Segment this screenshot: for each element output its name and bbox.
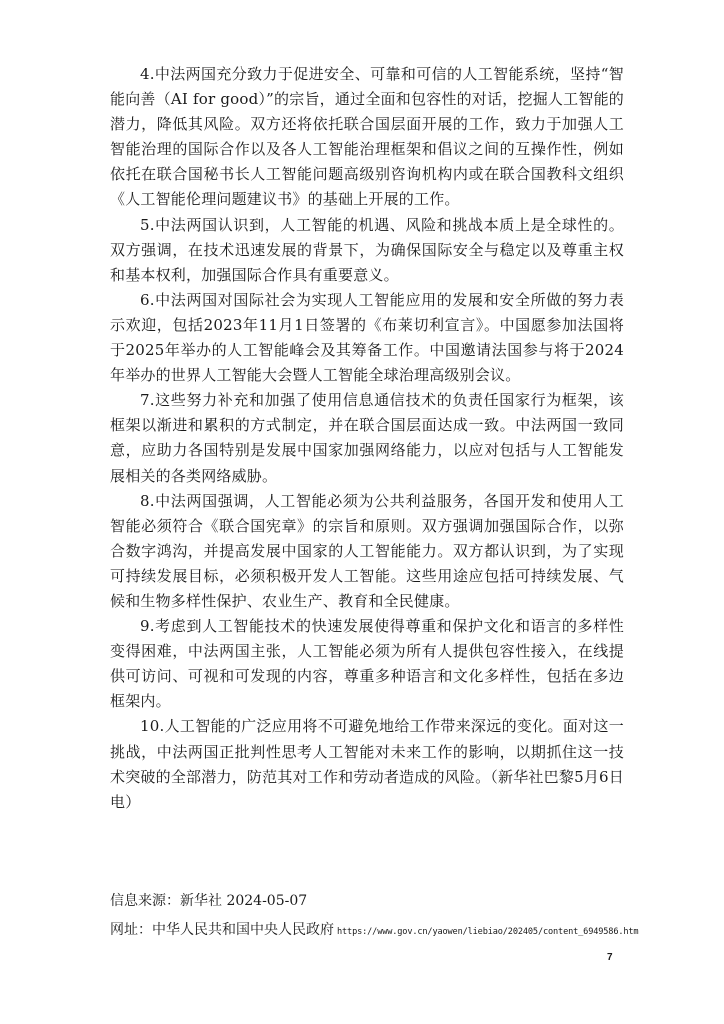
website-site-name: 中华人民共和国中央人民政府 [152,922,334,938]
page-number: 7 [607,952,613,963]
paragraph-8: 8.中法两国强调，人工智能必须为公共利益服务，各国开发和使用人工智能必须符合《联合国宪章》的宗旨和原则。双方强调加强国际合作，以弥合数字鸿沟，并提高发展中国家的人工智能能力。双方都认识到，为了实现可持续发展目标，必须积极开发人工智能。这些用途应包括可持续发展、气候和生物多样性保护、农业生产、教育和全民健康。 [110,491,624,610]
paragraph-10: 10.人工智能的广泛应用将不可避免地给工作带来深远的变化。面对这一挑战，中法两国正批判性思考人工智能对未来工作的影响，以期抓住这一技术突破的全部潜力，防范其对工作和劳动者造成的风险。（新华社巴黎5月6日电） [110,717,624,811]
paragraph-9: 9.考虑到人工智能技术的快速发展使得尊重和保护文化和语言的多样性变得困难，中法两国主张，人工智能必须为所有人提供包容性接入，在线提供可访问、可视和可发现的内容，尊重多种语言和文化多样性，包括在多边框架内。 [110,617,624,711]
paragraph-6: 6.中法两国对国际社会为实现人工智能应用的发展和安全所做的努力表示欢迎，包括2023年11月1日签署的《布莱切利宣言》。中国愿参加法国将于2025年举办的人工智能峰会及其筹备工作。中国邀请法国参与将于2024年举办的世界人工智能大会暨人工智能全球治理高级别会议。 [110,290,624,385]
website-label: 网址： [110,922,152,938]
paragraph-4: 4.中法两国充分致力于促进安全、可靠和可信的人工智能系统，坚持“智能向善（AI for good）”的宗旨，通过全面和包容性的对话，挖掘人工智能的潜力，降低其风险。双方还将依托联合国层面开展的工作，致力于加强人工智能治理的国际合作以及各人工智能治理框架和倡议之间的互操作性，例如依托在联合国秘书长人工智能问题高级别咨询机构内或在联合国教科文组织《人工智能伦理问题建议书》的基础上开展的工作。 [110,65,624,209]
paragraph-5: 5.中法两国认识到，人工智能的机遇、风险和挑战本质上是全球性的。双方强调，在技术迅速发展的背景下，为确保国际安全与稳定以及尊重主权和基本权利，加强国际合作具有重要意义。 [110,215,624,284]
article-body [110,62,624,815]
paragraph-7: 7.这些努力补充和加强了使用信息通信技术的负责任国家行为框架，该框架以渐进和累积的方式制定，并在联合国层面达成一致。中法两国一致同意，应助力各国特别是发展中国家加强网络能力，以应对包括与人工智能发展相关的各类网络威胁。 [110,391,624,485]
website-url-link[interactable]: https://www.gov.cn/yaowen/liebiao/202405/content_6949586.htm [337,927,639,937]
website-line [110,920,710,942]
source-line: 信息来源：新华社 2024-05-07 [110,893,308,909]
